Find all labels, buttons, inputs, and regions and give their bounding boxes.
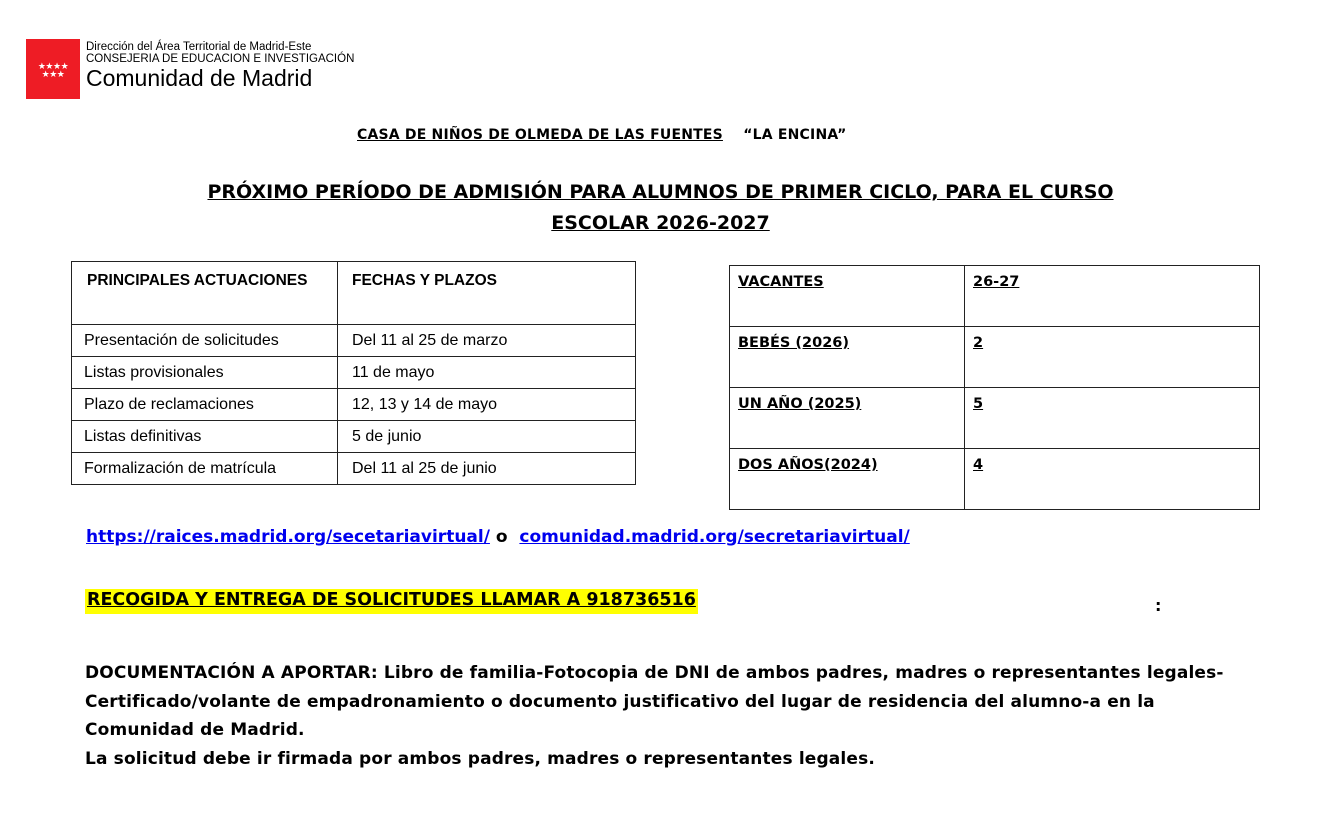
- header-ministry: CONSEJERIA DE EDUCACION E INVESTIGACIÓN: [86, 53, 355, 65]
- documentation-requirements: DOCUMENTACIÓN A APORTAR: Libro de familia-Fotocopia de DNI de ambos padres, madres o representantes legales- Certificado/volante de empadronamiento o documento justificativo del lugar de residencia del alumno-a en la Comunidad de Madrid.: [85, 663, 1224, 740]
- table-row: [730, 266, 1260, 327]
- link-separator: o: [495, 527, 508, 547]
- page-title-line1: PRÓXIMO PERÍODO DE ADMISIÓN PARA ALUMNOS DE PRIMER CICLO, PARA EL CURSO: [207, 181, 1114, 203]
- table-row: [72, 325, 636, 357]
- table-row: [72, 389, 636, 421]
- table-row: [72, 357, 636, 389]
- header-text: [86, 41, 354, 91]
- action-cell: Listas provisionales: [72, 357, 338, 389]
- column-header-dates: FECHAS Y PLAZOS: [338, 262, 636, 325]
- collection-notice: RECOGIDA Y ENTREGA DE SOLICITUDES LLAMAR A 918736516: [85, 589, 698, 614]
- school-nickname: “LA ENCINA”: [743, 127, 847, 143]
- school-name: CASA DE NIÑOS DE OLMEDA DE LAS FUENTES: [357, 127, 723, 143]
- action-cell: Listas definitivas: [72, 421, 338, 453]
- raices-link[interactable]: https://raices.madrid.org/secetariavirtual/: [86, 527, 490, 547]
- school-title: [357, 127, 847, 143]
- table-row: [72, 421, 636, 453]
- documentation-section: [85, 659, 1265, 773]
- date-cell: Del 11 al 25 de junio: [338, 453, 636, 485]
- header-directorate: Dirección del Área Territorial de Madrid-Este: [86, 41, 312, 53]
- stars-icon: ★★★: [41, 70, 65, 80]
- date-cell: Del 11 al 25 de marzo: [338, 325, 636, 357]
- action-cell: Formalización de matrícula: [72, 453, 338, 485]
- table-row: [730, 388, 1260, 449]
- age-group-label: BEBÉS (2026): [730, 327, 965, 388]
- age-group-label: DOS AÑOS(2024): [730, 449, 965, 510]
- table-header-row: [72, 262, 636, 325]
- comunidad-madrid-logo: [26, 39, 80, 99]
- date-cell: 12, 13 y 14 de mayo: [338, 389, 636, 421]
- comunidad-link[interactable]: comunidad.madrid.org/secretariavirtual/: [519, 527, 910, 547]
- page-title: [0, 177, 1321, 239]
- date-cell: 11 de mayo: [338, 357, 636, 389]
- virtual-office-links: [86, 527, 910, 547]
- admission-dates-table: [71, 261, 636, 485]
- vacancies-table: [729, 265, 1260, 510]
- date-cell: 5 de junio: [338, 421, 636, 453]
- vacancies-label: VACANTES: [730, 266, 965, 327]
- vacancy-count: 5: [965, 388, 1260, 449]
- table-row: [730, 327, 1260, 388]
- signature-requirement: La solicitud debe ir firmada por ambos padres, madres o representantes legales.: [85, 748, 875, 769]
- column-header-actions: PRINCIPALES ACTUACIONES: [72, 262, 338, 325]
- action-cell: Plazo de reclamaciones: [72, 389, 338, 421]
- header-community: Comunidad de Madrid: [86, 65, 313, 91]
- table-row: [72, 453, 636, 485]
- age-group-label: UN AÑO (2025): [730, 388, 965, 449]
- action-cell: Presentación de solicitudes: [72, 325, 338, 357]
- vacancy-count: 4: [965, 449, 1260, 510]
- vacancies-course: 26-27: [965, 266, 1260, 327]
- stars-icon: ★★★★: [37, 62, 69, 72]
- trailing-colon: :: [1155, 596, 1162, 615]
- document-header: [26, 39, 354, 99]
- table-row: [730, 449, 1260, 510]
- page-title-line2: ESCOLAR 2026-2027: [551, 212, 770, 234]
- vacancy-count: 2: [965, 327, 1260, 388]
